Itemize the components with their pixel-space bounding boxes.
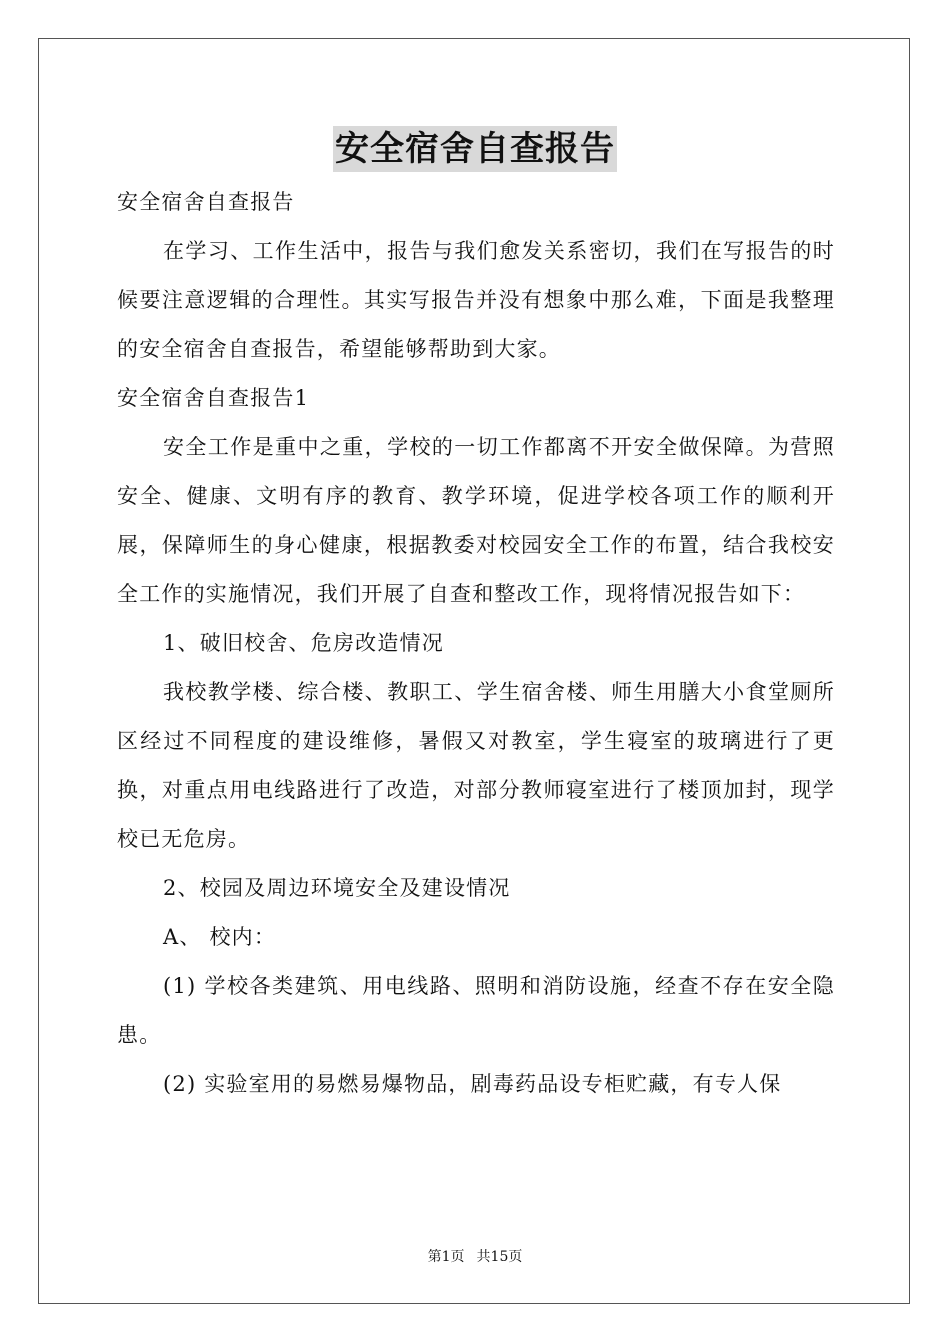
page-footer xyxy=(0,1248,950,1266)
paragraph-subitem: A、 校内： xyxy=(163,925,277,949)
paragraph-body: (1) 学校各类建筑、用电线路、照明和消防设施，经查不存在安全隐患。 xyxy=(117,974,835,1047)
page-total: 共15页 xyxy=(476,1249,523,1265)
document-title: 安全宿舍自查报告 xyxy=(333,126,617,172)
paragraph-body: 我校教学楼、综合楼、教职工、学生宿舍楼、师生用膳大小食堂厕所区经过不同程度的建设维修，暑假又对教室，学生寝室的玻璃进行了更换，对重点用电线路进行了改造，对部分教师寝室进行了楼顶加封，现学校已无危房。 xyxy=(117,680,835,851)
page-number: 第1页 xyxy=(427,1249,465,1265)
paragraph-body: (2) 实验室用的易燃易爆物品，剧毒药品设专柜贮藏，有专人保 xyxy=(163,1072,782,1096)
title-container xyxy=(0,126,950,172)
paragraph-intro: 在学习、工作生活中，报告与我们愈发关系密切，我们在写报告的时候要注意逻辑的合理性。其实写报告并没有想象中那么难，下面是我整理的安全宿舍自查报告，希望能够帮助到大家。 xyxy=(117,239,835,361)
paragraph-item-heading: 1、破旧校舍、危房改造情况 xyxy=(163,631,444,655)
paragraph-body: 安全工作是重中之重，学校的一切工作都离不开安全做保障。为营照安全、健康、文明有序的教育、教学环境，促进学校各项工作的顺利开展，保障师生的身心健康，根据教委对校园安全工作的布置，结合我校安全工作的实施情况，我们开展了自查和整改工作，现将情况报告如下： xyxy=(117,435,835,606)
document-body xyxy=(117,178,835,1109)
paragraph-section-heading: 安全宿舍自查报告1 xyxy=(117,386,310,410)
paragraph-item-heading: 2、校园及周边环境安全及建设情况 xyxy=(163,876,511,900)
paragraph-subtitle: 安全宿舍自查报告 xyxy=(117,190,295,214)
